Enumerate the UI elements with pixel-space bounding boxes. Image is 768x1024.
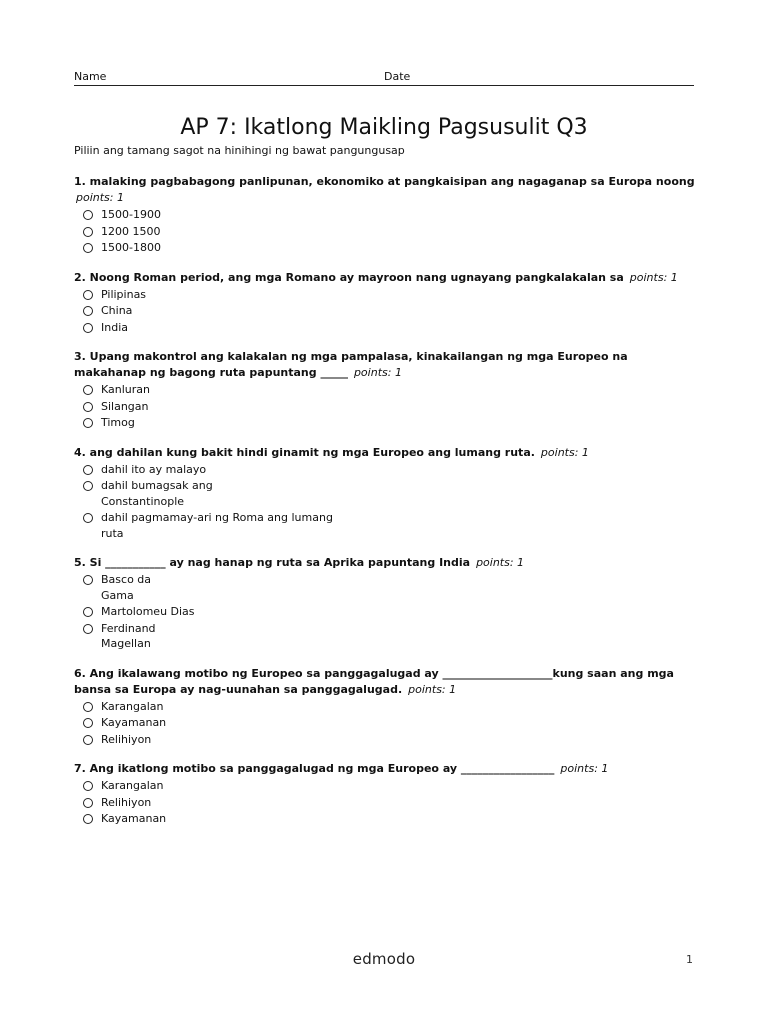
points-label: points: 1 bbox=[560, 762, 609, 775]
name-label: Name bbox=[74, 70, 107, 83]
question-item bbox=[74, 174, 699, 256]
answer-choice[interactable] bbox=[74, 795, 699, 811]
question-item bbox=[74, 349, 699, 431]
page-title: AP 7: Ikatlong Maikling Pagsusulit Q3 bbox=[180, 114, 588, 140]
choice-label: Karangalan bbox=[101, 779, 164, 792]
choice-label: 1500-1900 bbox=[101, 208, 161, 221]
question-text bbox=[74, 666, 699, 698]
question-text bbox=[74, 174, 699, 206]
choice-label: Silangan bbox=[101, 399, 149, 413]
choice-label: Kayamanan bbox=[101, 812, 167, 825]
question-prompt: 6. Ang ikalawang motibo ng Europeo sa panggagalugad ay ____________________kung saan ang mga bansa sa Europa ay nag-uunahan sa panggagalugad. bbox=[74, 666, 674, 696]
answer-choice[interactable] bbox=[74, 224, 699, 240]
radio-button-icon[interactable] bbox=[83, 481, 93, 491]
points-label: points: 1 bbox=[408, 682, 457, 696]
question-text bbox=[74, 555, 699, 571]
radio-button-icon[interactable] bbox=[83, 607, 93, 617]
choice-label: Timog bbox=[101, 416, 135, 429]
edmodo-logo: edmodo bbox=[352, 950, 416, 968]
radio-button-icon[interactable] bbox=[83, 781, 93, 791]
choice-label: Relihiyon bbox=[101, 732, 152, 746]
radio-button-icon[interactable] bbox=[83, 227, 93, 237]
radio-button-icon[interactable] bbox=[83, 718, 93, 728]
radio-button-icon[interactable] bbox=[83, 575, 93, 585]
answer-choice[interactable] bbox=[74, 240, 699, 256]
question-item bbox=[74, 761, 699, 827]
radio-button-icon[interactable] bbox=[83, 243, 93, 253]
choice-label: dahil pagmamay-ari ng Roma ang lumang ruta bbox=[101, 511, 333, 540]
answer-choice[interactable] bbox=[74, 699, 699, 715]
choice-label: Martolomeu Dias bbox=[101, 605, 195, 618]
question-prompt: 7. Ang ikatlong motibo sa panggagalugad ng mga Europeo ay _________________ bbox=[74, 762, 555, 775]
choice-label: Kanluran bbox=[101, 383, 150, 396]
radio-button-icon[interactable] bbox=[83, 702, 93, 712]
question-prompt: 1. malaking pagbabagong panlipunan, ekonomiko at pangkaisipan ang nagaganap sa Europa noong bbox=[74, 175, 695, 188]
points-label: points: 1 bbox=[540, 445, 589, 459]
question-item bbox=[74, 555, 699, 652]
question-item bbox=[74, 445, 699, 542]
question-prompt: 3. Upang makontrol ang kalakalan ng mga pampalasa, kinakailangan ng mga Europeo na makahanap ng bagong ruta papuntang _____ bbox=[74, 350, 628, 379]
choice-label: dahil ito ay malayo bbox=[101, 462, 207, 476]
radio-button-icon[interactable] bbox=[83, 798, 93, 808]
radio-button-icon[interactable] bbox=[83, 306, 93, 316]
question-text bbox=[74, 761, 699, 777]
answer-choice[interactable] bbox=[74, 303, 699, 319]
radio-button-icon[interactable] bbox=[83, 402, 93, 412]
answer-choice[interactable] bbox=[74, 811, 699, 827]
answer-choice[interactable] bbox=[74, 604, 699, 620]
question-text bbox=[74, 445, 699, 461]
choice-label: Pilipinas bbox=[101, 287, 147, 301]
radio-button-icon[interactable] bbox=[83, 465, 93, 475]
radio-button-icon[interactable] bbox=[83, 814, 93, 824]
answer-choice[interactable] bbox=[74, 510, 699, 541]
question-list bbox=[74, 174, 699, 841]
date-label: Date bbox=[384, 70, 411, 83]
answer-choice[interactable] bbox=[74, 715, 699, 731]
choice-label: dahil bumagsak ang Constantinople bbox=[101, 479, 213, 508]
radio-button-icon[interactable] bbox=[83, 210, 93, 220]
answer-choice[interactable] bbox=[74, 621, 699, 652]
choice-label: 1500-1800 bbox=[101, 241, 161, 254]
radio-button-icon[interactable] bbox=[83, 290, 93, 300]
radio-button-icon[interactable] bbox=[83, 735, 93, 745]
answer-choice[interactable] bbox=[74, 572, 699, 603]
points-label: points: 1 bbox=[476, 556, 525, 569]
answer-choice[interactable] bbox=[74, 732, 699, 748]
question-prompt: 5. Si ___________ ay nag hanap ng ruta sa Aprika papuntang India bbox=[74, 556, 471, 569]
question-item bbox=[74, 666, 699, 748]
question-item bbox=[74, 270, 699, 336]
page-number: 1 bbox=[686, 953, 693, 966]
choice-label: China bbox=[101, 304, 133, 317]
choice-label: Basco da Gama bbox=[101, 573, 152, 602]
choice-label: Kayamanan bbox=[101, 716, 167, 729]
choice-label: 1200 1500 bbox=[101, 224, 161, 238]
answer-choice[interactable] bbox=[74, 399, 699, 415]
question-prompt: 4. ang dahilan kung bakit hindi ginamit ng mga Europeo ang lumang ruta. bbox=[74, 445, 535, 459]
radio-button-icon[interactable] bbox=[83, 624, 93, 634]
points-label: points: 1 bbox=[629, 270, 678, 284]
radio-button-icon[interactable] bbox=[83, 323, 93, 333]
answer-choice[interactable] bbox=[74, 207, 699, 223]
answer-choice[interactable] bbox=[74, 287, 699, 303]
question-text bbox=[74, 270, 699, 286]
question-prompt: 2. Noong Roman period, ang mga Romano ay mayroon nang ugnayang pangkalakalan sa bbox=[74, 270, 624, 284]
answer-choice[interactable] bbox=[74, 778, 699, 794]
answer-choice[interactable] bbox=[74, 415, 699, 431]
points-label: points: 1 bbox=[76, 191, 124, 204]
choice-label: Ferdinand Magellan bbox=[101, 621, 156, 650]
answer-choice[interactable] bbox=[74, 320, 699, 336]
radio-button-icon[interactable] bbox=[83, 513, 93, 523]
instructions: Piliin ang tamang sagot na hinihingi ng bawat pangungusap bbox=[74, 144, 405, 157]
answer-choice[interactable] bbox=[74, 382, 699, 398]
points-label: points: 1 bbox=[353, 366, 402, 379]
answer-choice[interactable] bbox=[74, 478, 699, 509]
choice-label: Karangalan bbox=[101, 699, 164, 713]
answer-choice[interactable] bbox=[74, 462, 699, 478]
question-text bbox=[74, 349, 699, 381]
choice-label: Relihiyon bbox=[101, 795, 152, 809]
radio-button-icon[interactable] bbox=[83, 418, 93, 428]
choice-label: India bbox=[101, 320, 128, 334]
radio-button-icon[interactable] bbox=[83, 385, 93, 395]
